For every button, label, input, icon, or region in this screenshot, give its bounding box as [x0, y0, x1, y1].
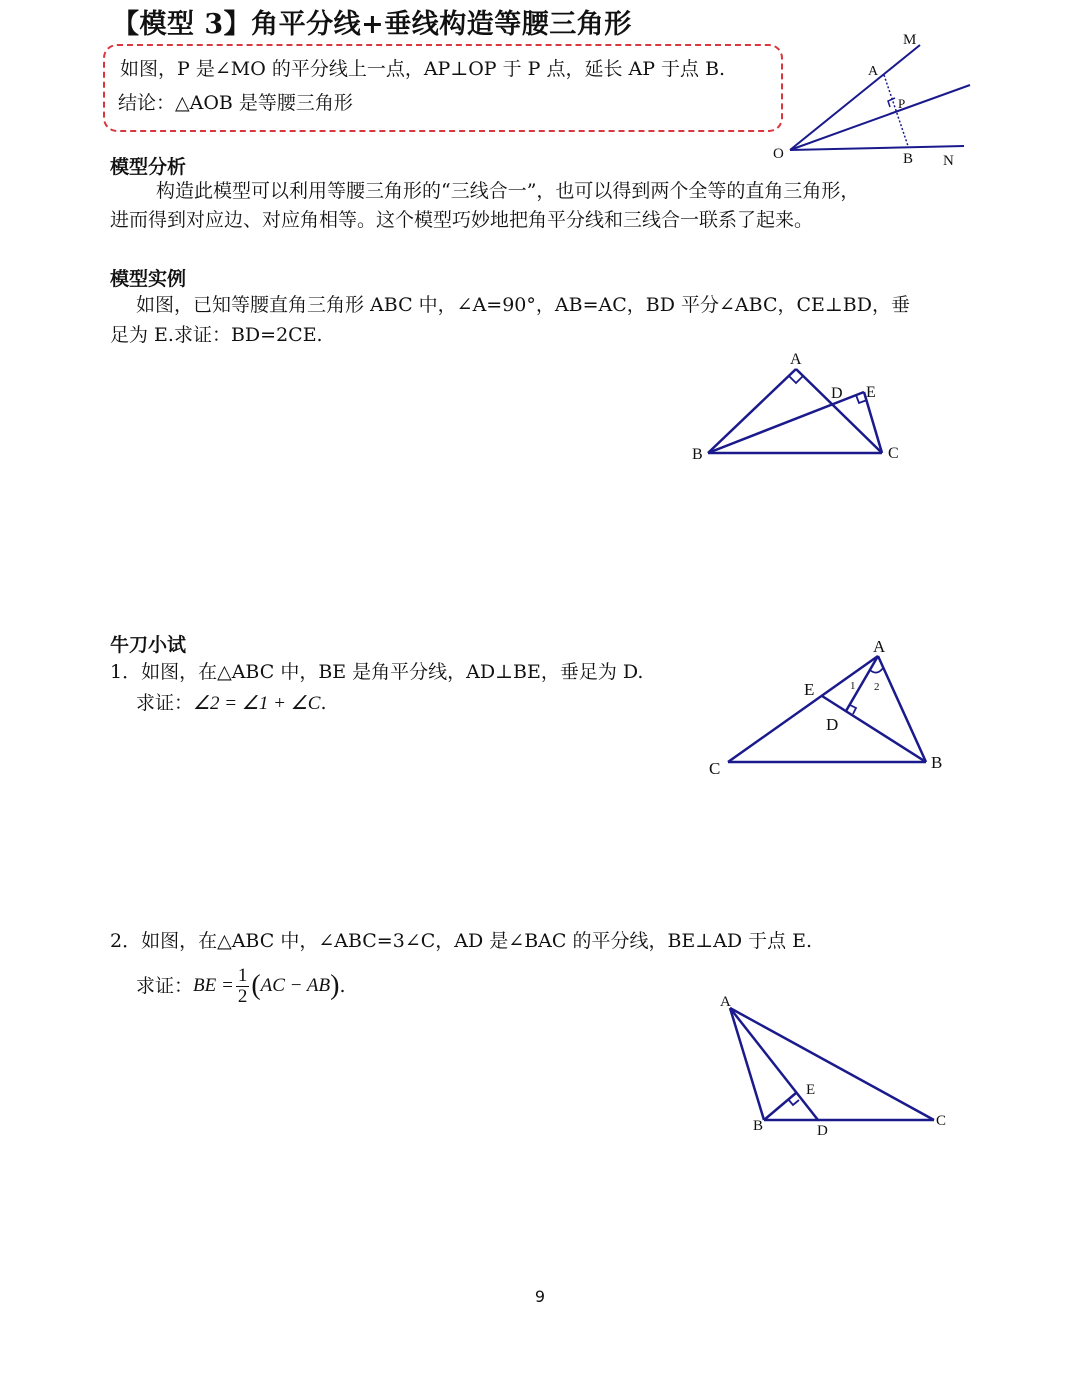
q2-fraction [236, 966, 250, 1007]
segment-ad [730, 1008, 818, 1120]
example-text-line2: 足为 E.求证：BD=2CE. [110, 324, 323, 346]
practice-heading: 牛刀小试 [110, 634, 187, 656]
label-d: D [817, 1123, 828, 1139]
label-a: A [868, 64, 879, 79]
page-title: 【模型 3】角平分线+垂线构造等腰三角形 [112, 9, 632, 40]
figure-q2-triangle [710, 990, 960, 1140]
q2-paren-open: ( [251, 970, 261, 1001]
label-a: A [873, 637, 886, 656]
label-e: E [804, 680, 815, 699]
q2-fraction-denominator: 2 [237, 985, 248, 1007]
right-angle-mark-d [850, 705, 856, 714]
label-angle-1: 1 [850, 680, 856, 692]
example-text-line1: 如图，已知等腰直角三角形 ABC 中，∠A=90°，AB=AC，BD 平分∠ABC，CE⊥BD，垂 [136, 294, 910, 316]
figure-angle-bisector-model [760, 30, 980, 175]
label-p: P [898, 96, 906, 111]
q2-lhs: BE = [193, 975, 234, 996]
q1-period: . [320, 692, 327, 714]
right-angle-mark-e [788, 1099, 799, 1105]
page-number: 9 [534, 1287, 546, 1306]
label-angle-2: 2 [874, 681, 880, 693]
analysis-heading: 模型分析 [110, 156, 187, 178]
segment-be [764, 1093, 796, 1120]
q2-fraction-numerator: 1 [237, 964, 248, 986]
label-c: C [936, 1113, 947, 1129]
ray-on [790, 146, 964, 150]
label-d: D [831, 385, 843, 402]
q2-period: . [339, 975, 346, 997]
label-a: A [720, 994, 731, 1010]
label-m: M [903, 32, 917, 48]
label-b: B [903, 151, 914, 167]
label-o: O [773, 146, 784, 162]
segment-ab [708, 369, 796, 453]
label-n: N [943, 153, 954, 169]
model-statement: 如图，P 是∠MO 的平分线上一点，AP⊥OP 于 P 点，延长 AP 于点 B. [120, 58, 726, 80]
label-a: A [790, 351, 802, 368]
label-b: B [692, 446, 703, 463]
label-d: D [826, 715, 839, 734]
q2-prove-label: 求证： [136, 975, 194, 997]
right-angle-mark-a [789, 376, 803, 383]
q1-statement: 1．如图，在△ABC 中，BE 是角平分线，AD⊥BE，垂足为 D. [110, 661, 644, 683]
label-e: E [866, 384, 876, 401]
model-conclusion: 结论：△AOB 是等腰三角形 [118, 92, 353, 114]
example-heading: 模型实例 [110, 268, 187, 290]
q2-paren-close: ) [330, 970, 340, 1001]
figure-q1-triangle [700, 632, 960, 782]
label-c: C [709, 759, 721, 778]
label-c: C [888, 445, 899, 462]
analysis-text-line2: 进而得到对应边、对应角相等。这个模型巧妙地把角平分线和三线合一联系了起来。 [110, 209, 814, 231]
label-b: B [931, 753, 943, 772]
q1-formula: ∠2 = ∠1 + ∠C [193, 693, 321, 714]
q1-prove [136, 688, 326, 719]
segment-ac [730, 1008, 934, 1120]
label-e: E [806, 1082, 816, 1098]
q2-prove [136, 963, 345, 1008]
ray-op-bisector [790, 85, 970, 150]
q1-prove-label: 求证： [136, 692, 194, 714]
figure-isosceles-right-triangle [680, 345, 920, 470]
analysis-text-line1: 构造此模型可以利用等腰三角形的“三线合一”，也可以得到两个全等的直角三角形， [156, 180, 860, 202]
label-b: B [753, 1118, 764, 1134]
q2-statement: 2．如图，在△ABC 中，∠ABC=3∠C，AD 是∠BAC 的平分线，BE⊥AD 于点 E. [110, 930, 813, 952]
q2-expression: AC − AB [260, 975, 331, 996]
